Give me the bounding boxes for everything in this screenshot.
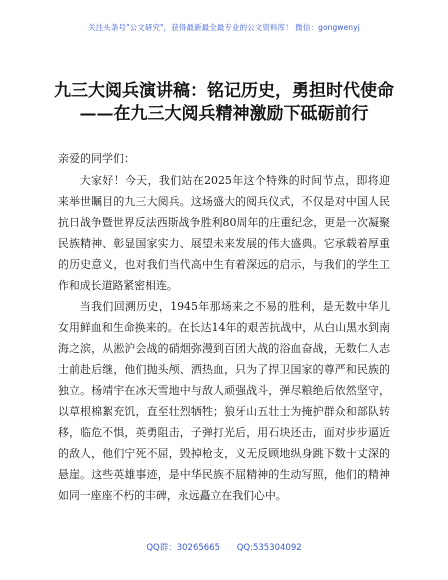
footer-contact — [0, 541, 448, 553]
header-promo-note: 关注头条号"公文研究"，获得最新最全最专业的公文资料库！ 微信：gongwenyj — [88, 23, 360, 32]
paragraph-1: 大家好！今天，我们站在2025年这个特殊的时间节点，即将迎来举世瞩目的九三大阅兵。这场盛大的阅兵仪式，不仅是对中国人民抗日战争暨世界反法西斯战争胜利80周年的庄重纪念，更是一次凝聚民族精神、彰显国家实力、展望未来发展的伟大盛典。它承载着厚重的历史意义，也对我们当代高中生有着深远的启示，与我们的学生工作和成长道路紧密相连。 — [58, 174, 390, 292]
title-line-1: 九三大阅兵演讲稿：铭记历史，勇担时代使命 — [54, 81, 394, 101]
footer-qq-group: QQ群：30265665 — [146, 543, 221, 553]
document-title — [0, 80, 448, 126]
paragraph-2: 当我们回溯历史，1945年那场来之不易的胜利，是无数中华儿女用鲜血和生命换来的。在长达14年的艰苦抗战中，从白山黑水到南海之滨，从淞沪会战的硝烟弥漫到百团大战的浴血奋战，无数仁人志士前赴后继，他们抛头颅、洒热血，只为了捍卫国家的尊严和民族的独立。杨靖宇在冰天雪地中与敌人顽强战斗，弹尽粮绝后依然坚守，以草根棉絮充饥，直至壮烈牺牲；狼牙山五壮士为掩护群众和部队转移，临危不惧，英勇阻击，子弹打光后，用石块还击，面对步步逼近的敌人，他们宁死不屈，毁掉枪支，义无反顾地纵身跳下数十丈深的悬崖。这些英雄事迹，是中华民族不屈精神的生动写照，他们的精神如同一座座不朽的丰碑，永远矗立在我们心中。 — [58, 300, 390, 502]
title-line-2: ——在九三大阅兵精神激励下砥砺前行 — [79, 104, 369, 124]
document-body — [58, 170, 390, 506]
salutation: 亲爱的同学们： — [58, 152, 135, 165]
footer-qq-contact: QQ:535304092 — [236, 543, 302, 553]
